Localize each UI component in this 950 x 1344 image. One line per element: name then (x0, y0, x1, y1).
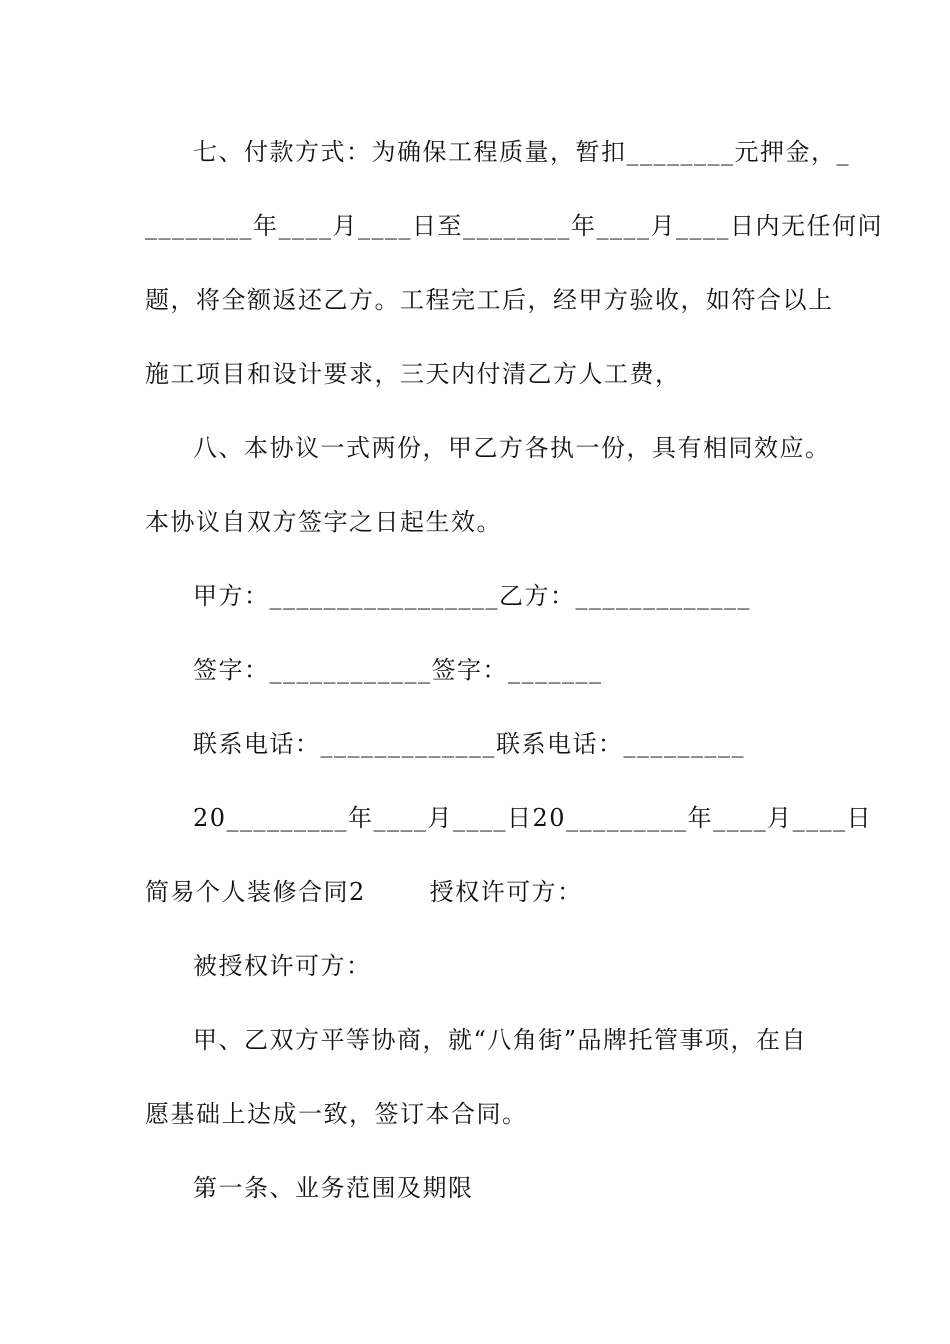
agreement-effective-line: 本协议自双方签字之日起生效。 (145, 508, 502, 536)
licensee-line: 被授权许可方： (193, 952, 372, 980)
contract-2-heading: 简易个人装修合同2 授权许可方： (145, 878, 583, 906)
payment-clause-line-4: 施工项目和设计要求，三天内付清乙方人工费， (145, 360, 681, 388)
agreement-intro-line-1: 甲、乙双方平等协商，就“八角街”品牌托管事项，在自 (193, 1026, 808, 1054)
date-line: 20_________年____月____日20_________年____月____日 (193, 804, 873, 832)
contact-phone-line: 联系电话：_____________联系电话：_________ (193, 730, 745, 758)
party-names-line: 甲方：_________________乙方：_____________ (193, 582, 751, 610)
agreement-intro-line-2: 愿基础上达成一致，签订本合同。 (145, 1100, 528, 1128)
payment-clause-line-2: ________年____月____日至________年____月____日内无任何问 (145, 212, 883, 240)
payment-clause-line-1: 七、付款方式：为确保工程质量，暂扣________元押金，_ (193, 138, 850, 166)
signature-line: 签字：____________签字：_______ (193, 656, 603, 684)
payment-clause-line-3: 题，将全额返还乙方。工程完工后，经甲方验收，如符合以上 (145, 286, 834, 314)
article-one-heading: 第一条、业务范围及期限 (193, 1174, 474, 1202)
agreement-copies-clause: 八、本协议一式两份，甲乙方各执一份，具有相同效应。 (193, 434, 831, 462)
